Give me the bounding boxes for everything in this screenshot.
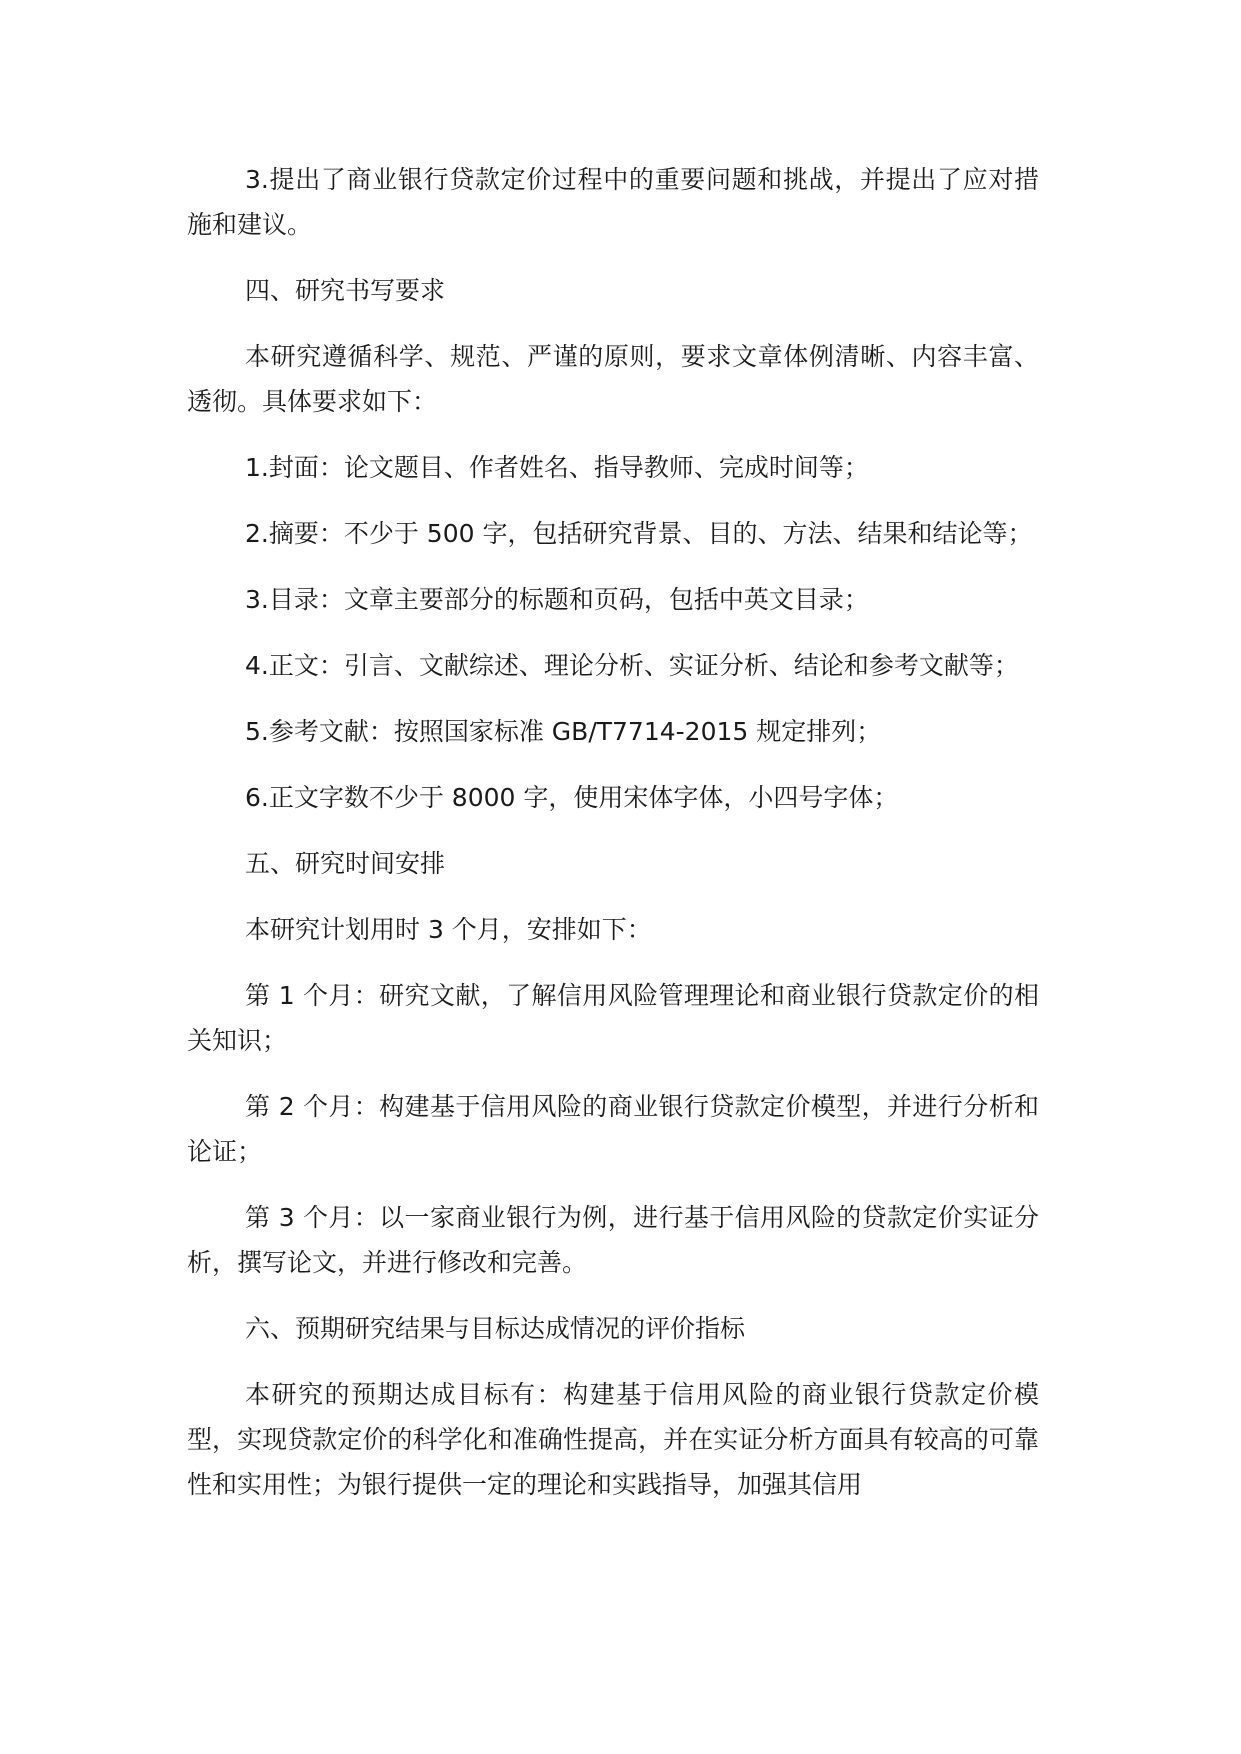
paragraph-writing-principles: 本研究遵循科学、规范、严谨的原则，要求文章体例清晰、内容丰富、透彻。具体要求如下： [187, 342, 1039, 416]
section-heading-5: 五、研究时间安排 [245, 849, 446, 878]
paragraph-item-3-conclusion: 3.提出了商业银行贷款定价过程中的重要问题和挑战，并提出了应对措施和建议。 [187, 165, 1039, 239]
schedule-item-month-1: 第 1 个月：研究文献，了解信用风险管理理论和商业银行贷款定价的相关知识； [187, 981, 1039, 1055]
paragraph-expected-results: 本研究的预期达成目标有：构建基于信用风险的商业银行贷款定价模型，实现贷款定价的科学化和准确性提高，并在实证分析方面具有较高的可靠性和实用性；为银行提供一定的理论和实践指导，加强其信用 [187, 1380, 1039, 1499]
section-heading-4: 四、研究书写要求 [245, 276, 446, 305]
requirement-item-contents: 3.目录：文章主要部分的标题和页码，包括中英文目录； [245, 585, 869, 614]
requirement-item-references: 5.参考文献：按照国家标准 GB/T7714-2015 规定排列； [245, 717, 882, 746]
requirement-item-cover: 1.封面：论文题目、作者姓名、指导教师、完成时间等； [245, 453, 869, 482]
document-body [187, 157, 1039, 1528]
requirement-item-word-count: 6.正文字数不少于 8000 字，使用宋体字体，小四号字体； [245, 783, 899, 812]
section-heading-6: 六、预期研究结果与目标达成情况的评价指标 [245, 1314, 746, 1343]
schedule-item-month-3: 第 3 个月：以一家商业银行为例，进行基于信用风险的贷款定价实证分析，撰写论文，并进行修改和完善。 [187, 1203, 1039, 1277]
paragraph-schedule-intro: 本研究计划用时 3 个月，安排如下： [245, 915, 652, 944]
schedule-item-month-2: 第 2 个月：构建基于信用风险的商业银行贷款定价模型，并进行分析和论证； [187, 1092, 1039, 1166]
requirement-item-body: 4.正文：引言、文献综述、理论分析、实证分析、结论和参考文献等； [245, 651, 1019, 680]
requirement-item-abstract: 2.摘要：不少于 500 字，包括研究背景、目的、方法、结果和结论等； [245, 519, 1033, 548]
